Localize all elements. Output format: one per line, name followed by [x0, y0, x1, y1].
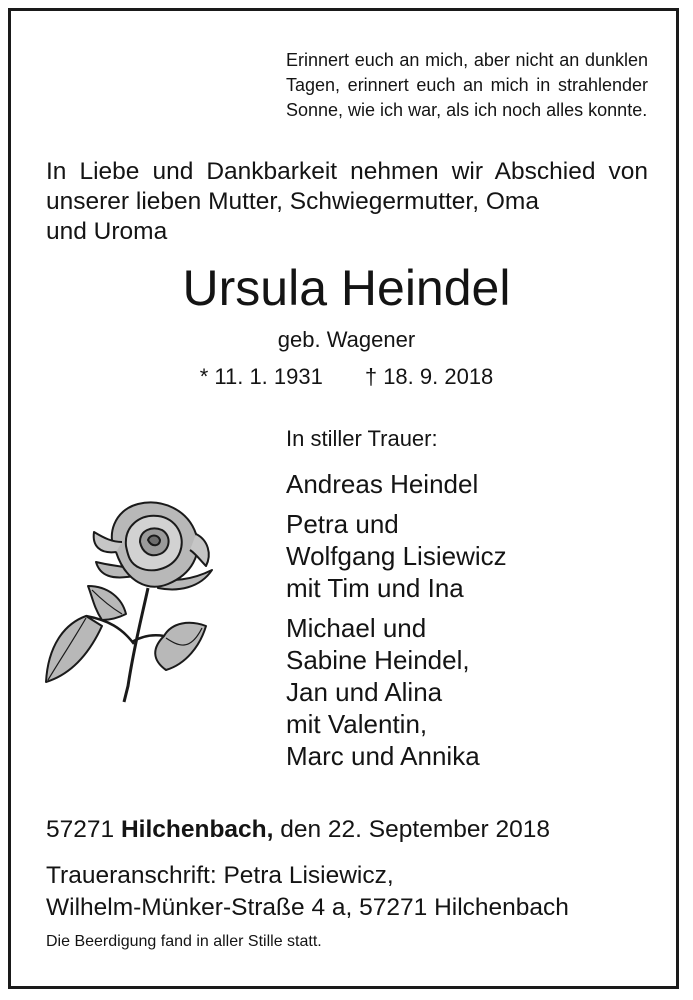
poem-text: Erinnert euch an mich, aber nicht an dunklen Tagen, erinnert euch an mich in strahlender Sonne, wie ich war, als ich noch alles konnte.	[286, 50, 648, 120]
mourner-group	[286, 468, 507, 500]
place-date	[46, 814, 550, 846]
mourners-label: In stiller Trauer:	[286, 426, 438, 451]
intro-last-line: und Uroma	[46, 218, 168, 245]
mourner-line: Andreas Heindel	[286, 469, 479, 499]
funeral-note: Die Beerdigung fand in aller Stille statt.	[46, 933, 322, 950]
mourner-group	[286, 508, 507, 604]
death-date: † 18. 9. 2018	[364, 364, 494, 389]
address-line-1: Traueranschrift: Petra Lisiewicz,	[46, 862, 394, 889]
intro-main: In Liebe und Dankbarkeit nehmen wir Abschied von unserer lieben Mutter, Schwiegermutter, Oma	[46, 158, 648, 215]
zip-code: 57271	[46, 816, 115, 843]
notice-date: den 22. September 2018	[280, 816, 550, 843]
intro-text	[46, 157, 648, 247]
deceased-name: Ursula Heindel	[182, 260, 511, 316]
mourner-line: Michael und	[286, 613, 427, 643]
mourner-line: Petra und	[286, 509, 399, 539]
mourner-line: Marc und Annika	[286, 741, 480, 771]
rose-icon	[42, 496, 222, 706]
mourning-address	[46, 860, 569, 924]
birth-name: geb. Wagener	[277, 327, 416, 352]
life-dates	[0, 362, 693, 392]
mourner-line: mit Tim und Ina	[286, 573, 464, 603]
mourner-group	[286, 612, 507, 772]
address-line-2: Wilhelm-Münker-Straße 4 a, 57271 Hilchenbach	[46, 894, 569, 921]
mourner-line: Sabine Heindel,	[286, 645, 470, 675]
mourner-line: mit Valentin,	[286, 709, 428, 739]
city-name: Hilchenbach,	[120, 816, 274, 843]
mourner-line: Wolfgang Lisiewicz	[286, 541, 507, 571]
mourners-list	[286, 468, 507, 780]
mourner-line: Jan und Alina	[286, 677, 443, 707]
birth-date: * 11. 1. 1931	[199, 364, 323, 389]
